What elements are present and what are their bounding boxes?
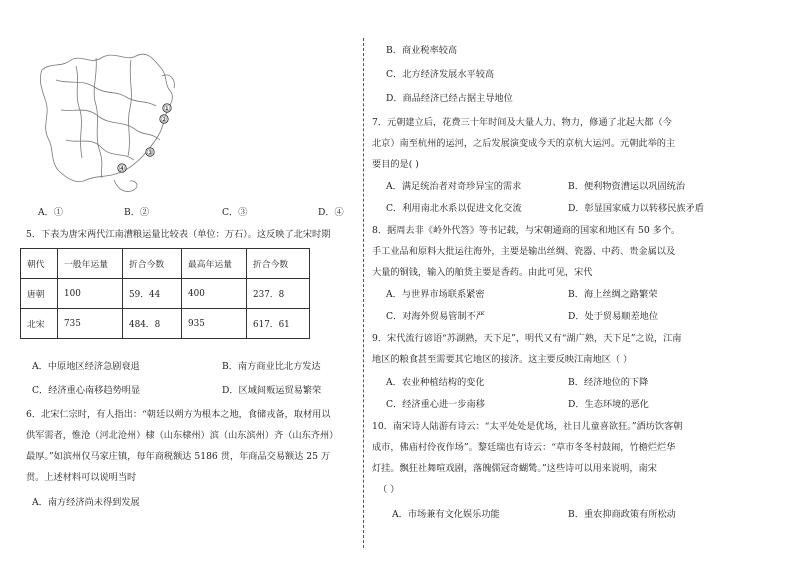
q6-stem-line-4: 贯。上述材料可以说明当时 bbox=[26, 472, 137, 483]
table-cell: 237．8 bbox=[247, 279, 310, 309]
table-cell: 735 bbox=[58, 309, 123, 339]
table-cell: 400 bbox=[182, 279, 247, 309]
q6-stem-line-2: 供军需者，惟沧（河北沧州）棣（山东棣州）滨（山东滨州）齐（山东齐州） bbox=[26, 430, 339, 441]
q9-stem-line-2: 地区的粮食甚至需要其它地区的接济。这主要反映江南地区（ ） bbox=[372, 354, 633, 365]
q4-option-c[interactable]: C．③ bbox=[222, 207, 248, 218]
q8-option-b[interactable]: B．海上丝绸之路繁荣 bbox=[568, 289, 658, 300]
q9-option-d[interactable]: D．生态环境的恶化 bbox=[568, 399, 649, 410]
q6-option-c[interactable]: C．北方经济发展水平较高 bbox=[386, 69, 495, 80]
table-cell: 59．44 bbox=[123, 279, 182, 309]
q5-stem: 5．下表为唐宋两代江南漕粮运量比较表（单位：万石）。这反映了北宋时期 bbox=[26, 229, 331, 240]
q9-option-a[interactable]: A．农业种植结构的变化 bbox=[386, 377, 485, 388]
q7-option-b[interactable]: B．便利物资漕运以巩固统治 bbox=[568, 181, 686, 192]
table-header-row bbox=[21, 249, 310, 279]
q10-stem-line-4: （ ） bbox=[378, 484, 400, 495]
q9-stem-line-1: 9．宋代流行谚语“苏湖熟，天下足”，明代又有“湖广熟，天下足”之说，江南 bbox=[372, 333, 682, 344]
map-marker-3: ③ bbox=[146, 148, 154, 157]
q6-option-a[interactable]: A．南方经济尚未得到发展 bbox=[32, 497, 140, 508]
q7-stem-line-3: 要目的是( ) bbox=[372, 159, 419, 170]
china-map-figure bbox=[36, 40, 206, 200]
q6-option-b[interactable]: B．商业税率较高 bbox=[386, 45, 458, 56]
q9-option-b[interactable]: B．经济地位的下降 bbox=[568, 377, 649, 388]
q10-stem-line-1: 10．南宋诗人陆游有诗云：“太平处处是优场，社日儿童喜欲狂。”酒坊饮客朝 bbox=[372, 421, 683, 432]
q7-option-d[interactable]: D．彰显国家威力以转移民族矛盾 bbox=[568, 203, 704, 214]
table-header-cell: 朝代 bbox=[21, 249, 58, 279]
map-marker-4: ④ bbox=[118, 164, 126, 173]
table-header-cell: 一般年运量 bbox=[58, 249, 123, 279]
table-row bbox=[21, 279, 310, 309]
table-cell: 484．8 bbox=[123, 309, 182, 339]
q7-option-a[interactable]: A．满足统治者对奇珍异宝的需求 bbox=[386, 181, 522, 192]
q7-stem-line-1: 7．元朝建立后，花费三十年时间及大量人力、物力，修通了北起大都（今 bbox=[372, 117, 672, 128]
q10-option-b[interactable]: B．重农抑商政策有所松动 bbox=[568, 509, 676, 520]
q5-option-a[interactable]: A．中原地区经济急剧衰退 bbox=[32, 361, 140, 372]
q6-stem-line-1: 6．北宋仁宗时，有人指出：“朝廷以朔方为根本之地，食储戎备，取材用以 bbox=[26, 409, 331, 420]
q4-option-d[interactable]: D．④ bbox=[318, 207, 344, 218]
table-cell: 100 bbox=[58, 279, 123, 309]
q10-option-a[interactable]: A．市场兼有文化娱乐功能 bbox=[392, 509, 500, 520]
q10-stem-line-3: 灯挂。飘狂社舞喧戏剧，落魄儒冠奇蝴鸶。”这些诗可以用来说明，南宋 bbox=[372, 463, 657, 474]
q8-stem-line-1: 8．据周去非《岭外代答》等书记载，与宋朝通商的国家和地区有 50 多个。 bbox=[372, 225, 681, 236]
q5-option-c[interactable]: C．经济重心南移趋势明显 bbox=[32, 385, 141, 396]
q8-stem-line-2: 手工业品和原料大批运往海外，主要是输出丝绸、瓷器、中药、贵金属以及 bbox=[372, 246, 676, 257]
table-header-cell: 最高年运量 bbox=[182, 249, 247, 279]
q6-option-d[interactable]: D．商品经济已经占据主导地位 bbox=[386, 93, 513, 104]
map-marker-1: ① bbox=[163, 104, 171, 113]
map-marker-2: ② bbox=[160, 115, 168, 124]
grain-transport-table bbox=[20, 248, 310, 339]
column-divider bbox=[363, 38, 364, 548]
q8-stem-line-3: 大量的铜钱，输入的舶货主要是香药。由此可见，宋代 bbox=[372, 267, 593, 278]
q10-stem-line-2: 成市，佛庙村伶夜作场”。黎廷瑞也有诗云：“草市冬冬村鼓闹，竹檐烂烂华 bbox=[372, 442, 676, 453]
table-cell: 617．61 bbox=[247, 309, 310, 339]
q5-option-b[interactable]: B．南方商业比北方发达 bbox=[222, 361, 321, 372]
q6-stem-line-3: 最厚。”如滨州仅马家庄镇，每年商税额达 5186 贯，年商品交易额达 25 万 bbox=[26, 451, 331, 462]
q8-option-a[interactable]: A．与世界市场联系紧密 bbox=[386, 289, 485, 300]
table-cell: 唐朝 bbox=[21, 279, 58, 309]
table-cell: 935 bbox=[182, 309, 247, 339]
q4-option-b[interactable]: B．② bbox=[124, 207, 150, 218]
q8-option-d[interactable]: D．处于贸易顺差地位 bbox=[568, 311, 659, 322]
q7-option-c[interactable]: C．利用南北水系以促进文化交流 bbox=[386, 203, 522, 214]
q7-stem-line-2: 北京）南至杭州的运河，之后发展演变成今天的京杭大运河。元朝此举的主 bbox=[372, 138, 676, 149]
table-row bbox=[21, 309, 310, 339]
q8-option-c[interactable]: C．对海外贸易管制不严 bbox=[386, 311, 485, 322]
table-cell: 北宋 bbox=[21, 309, 58, 339]
table-header-cell: 折合今数 bbox=[123, 249, 182, 279]
q9-option-c[interactable]: C．经济重心进一步南移 bbox=[386, 399, 485, 410]
q5-option-d[interactable]: D．区域间贩运贸易繁荣 bbox=[222, 385, 322, 396]
table-header-cell: 折合今数 bbox=[247, 249, 310, 279]
q4-option-a[interactable]: A．① bbox=[38, 207, 64, 218]
